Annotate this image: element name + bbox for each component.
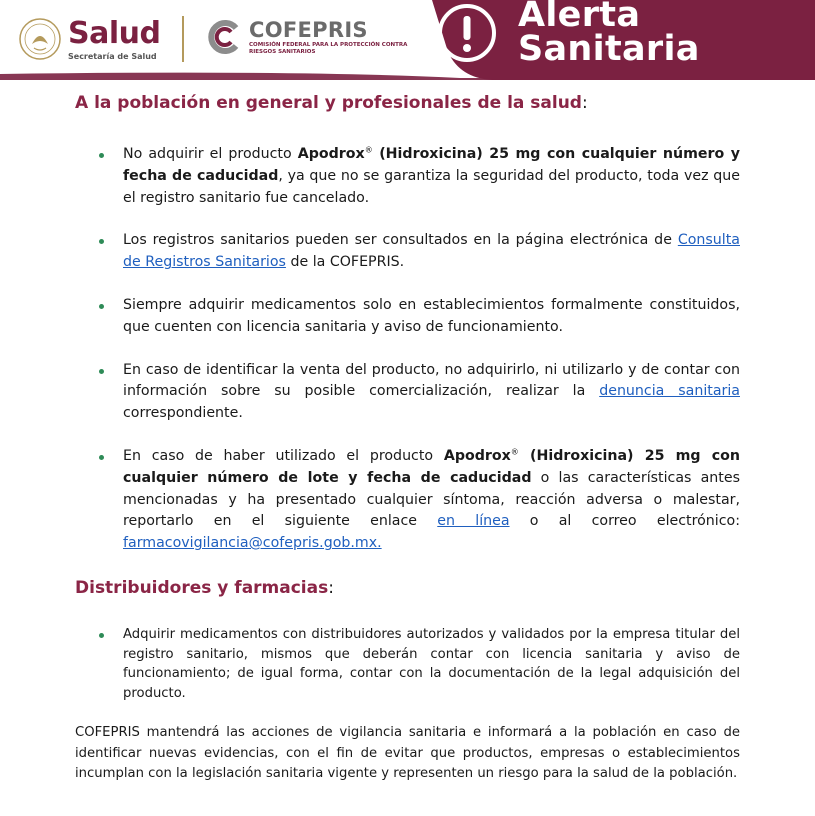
- bullet-icon: [99, 633, 104, 638]
- list-item: En caso de haber utilizado el producto Apodrox® (Hidroxicina) 25 mg con cualquier número de lote y fecha de caducidad o las características antes mencionadas y ha presentado cualquier síntoma, reacción adversa o malestar, reportarlo en el siguiente enlace en línea o al correo electrónico: farmacovigilancia@cofepris.gob.mx.: [75, 446, 740, 555]
- salud-subtitle: Secretaría de Salud: [68, 51, 157, 61]
- list-item: No adquirir el producto Apodrox® (Hidroxicina) 25 mg con cualquier número y fecha de caducidad, ya que no se garantiza la seguridad del producto, toda vez que el registro sanitario fue cancelado.: [75, 144, 740, 209]
- list-item: Siempre adquirir medicamentos solo en establecimientos formalmente constituidos, que cuenten con licencia sanitaria y aviso de funcionamiento.: [75, 295, 740, 339]
- exclamation-icon: [436, 2, 498, 64]
- alert-title-line2: Sanitaria: [518, 29, 700, 69]
- alert-body: [75, 92, 740, 785]
- denuncia-sanitaria-link[interactable]: denuncia sanitaria: [599, 383, 740, 400]
- alert-banner: [432, 0, 815, 80]
- bullet-icon: [99, 153, 104, 158]
- registros-sanitarios-link[interactable]: Consulta de Registros Sanitarios: [123, 232, 740, 271]
- list-item: Los registros sanitarios pueden ser consultados en la página electrónica de Consulta de Registros Sanitarios de la COFEPRIS.: [75, 230, 740, 274]
- section-title-distributors: Distribuidores y farmacias:: [75, 577, 334, 598]
- alert-title-line1: Alerta: [518, 0, 641, 35]
- closing-paragraph: COFEPRIS mantendrá las acciones de vigilancia sanitaria e informará a la población en caso de identificar nuevas evidencias, con el fin de evitar que productos, empresas o establecimientos incumplan con la legislación sanitaria vigente y representen un riesgo para la salud de la población.: [75, 725, 740, 782]
- bullet-icon: [99, 239, 104, 244]
- list-item: En caso de identificar la venta del producto, no adquirirlo, ni utilizarlo y de contar con información sobre su posible comercialización, realizar la denuncia sanitaria correspondiente.: [75, 360, 740, 425]
- cofepris-logo: [205, 18, 409, 56]
- bullet-icon: [99, 455, 104, 460]
- alert-header: [0, 0, 815, 80]
- alert-title: [518, 0, 700, 69]
- bullet-icon: [99, 304, 104, 309]
- salud-logo: [18, 14, 160, 64]
- product-name: Apodrox: [297, 146, 365, 162]
- cofepris-mark-icon: [205, 18, 243, 56]
- public-recommendations: [75, 144, 740, 555]
- distributor-recommendations: [75, 625, 740, 703]
- en-linea-link[interactable]: en línea: [437, 513, 510, 530]
- salud-title: Salud: [68, 15, 161, 51]
- list-item: Adquirir medicamentos con distribuidores autorizados y validados por la empresa titular del registro sanitario, mismos que deberán contar con licencia sanitaria y aviso de funcionamiento; de igual forma, contar con la documentación de la legal adquisición del producto.: [75, 625, 740, 703]
- bullet-icon: [99, 369, 104, 374]
- cofepris-subtitle: COMISIÓN FEDERAL PARA LA PROTECCIÓN CONTRA RIESGOS SANITARIOS: [249, 41, 408, 55]
- section-title-public: A la población en general y profesionales de la salud:: [75, 93, 588, 113]
- cofepris-title: COFEPRIS: [249, 17, 368, 42]
- mexico-seal-icon: [18, 14, 62, 64]
- logo-divider: [182, 16, 184, 62]
- email-link[interactable]: farmacovigilancia@cofepris.gob.mx.: [123, 535, 382, 552]
